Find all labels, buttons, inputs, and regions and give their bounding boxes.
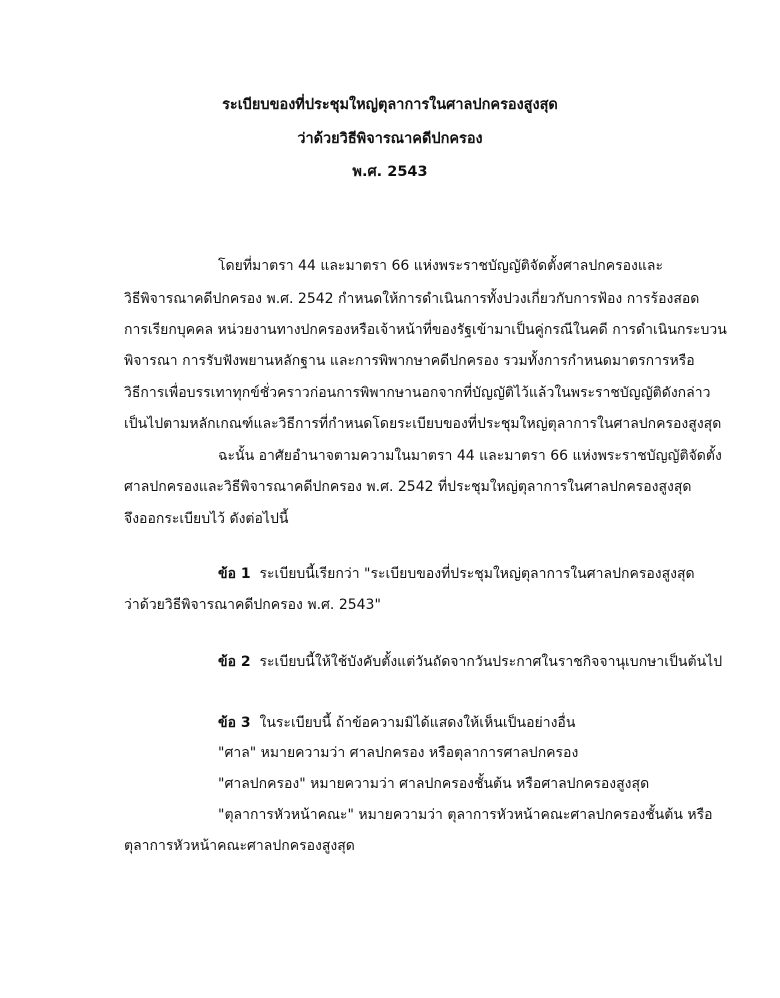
preamble-line-3: การเรียกบุคคล หน่วยงานทางปกครองหรือเจ้าหน้าที่ของรัฐเข้ามาเป็นคู่กรณีในคดี การดำเนินกระบวน: [124, 322, 727, 338]
preamble-line-4: พิจารณา การรับฟังพยานหลักฐาน และการพิพากษาคดีปกครอง รวมทั้งการกำหนดมาตรการหรือ: [124, 353, 695, 369]
clause-2-text: ระเบียบนี้ให้ใช้บังคับตั้งแต่วันถัดจากวันประกาศในราชกิจจานุเบกษาเป็นต้นไป: [259, 654, 723, 670]
clause-3-label: ข้อ 3: [218, 715, 251, 731]
clause-3-definition-chief-judge: "ตุลาการหัวหน้าคณะ" หมายความว่า ตุลาการหัวหน้าคณะศาลปกครองชั้นต้น หรือ: [218, 807, 713, 823]
clause-1-text: ระเบียบนี้เรียกว่า "ระเบียบของที่ประชุมใหญ่ตุลาการในศาลปกครองสูงสุด: [259, 566, 695, 582]
preamble-line-9: จึงออกระเบียบไว้ ดังต่อไปนี้: [124, 511, 289, 527]
title-line-1: ระเบียบของที่ประชุมใหญ่ตุลาการในศาลปกครองสูงสุด: [222, 97, 558, 113]
preamble-line-5: วิธีการเพื่อบรรเทาทุกข์ชั่วคราวก่อนการพิพากษานอกจากที่บัญญัติไว้แล้วในพระราชบัญญัติดังกล่าว: [124, 385, 711, 401]
clause-3-definition-administrative-court: "ศาลปกครอง" หมายความว่า ศาลปกครองชั้นต้น หรือศาลปกครองสูงสุด: [218, 776, 650, 792]
clause-3-text: ในระเบียบนี้ ถ้าข้อความมิได้แสดงให้เห็นเป็นอย่างอื่น: [259, 715, 576, 731]
preamble-line-1: โดยที่มาตรา 44 และมาตรา 66 แห่งพระราชบัญญัติจัดตั้งศาลปกครองและ: [218, 258, 663, 274]
preamble-line-2: วิธีพิจารณาคดีปกครอง พ.ศ. 2542 กำหนดให้การดำเนินการทั้งปวงเกี่ยวกับการฟ้อง การร้องสอด: [124, 291, 700, 307]
title-line-2: ว่าด้วยวิธีพิจารณาคดีปกครอง: [297, 131, 483, 147]
preamble-line-6: เป็นไปตามหลักเกณฑ์และวิธีการที่กำหนดโดยระเบียบของที่ประชุมใหญ่ตุลาการในศาลปกครองสูงสุด: [124, 416, 722, 432]
preamble-line-8: ศาลปกครองและวิธีพิจารณาคดีปกครอง พ.ศ. 2542 ที่ประชุมใหญ่ตุลาการในศาลปกครองสูงสุด: [124, 479, 692, 495]
clause-3-definition-chief-judge-continuation: ตุลาการหัวหน้าคณะศาลปกครองสูงสุด: [124, 838, 355, 854]
clause-1-label: ข้อ 1: [218, 566, 251, 582]
clause-2: [218, 653, 722, 671]
clause-3: [218, 714, 575, 732]
title-line-3: พ.ศ. 2543: [352, 164, 428, 180]
clause-1-continuation: ว่าด้วยวิธีพิจารณาคดีปกครอง พ.ศ. 2543": [124, 597, 381, 613]
clause-2-label: ข้อ 2: [218, 654, 251, 670]
preamble-line-7: ฉะนั้น อาศัยอำนาจตามความในมาตรา 44 และมาตรา 66 แห่งพระราชบัญญัติจัดตั้ง: [218, 448, 722, 464]
clause-3-definition-court: "ศาล" หมายความว่า ศาลปกครอง หรือตุลาการศาลปกครอง: [218, 745, 579, 761]
clause-1: [218, 565, 695, 583]
